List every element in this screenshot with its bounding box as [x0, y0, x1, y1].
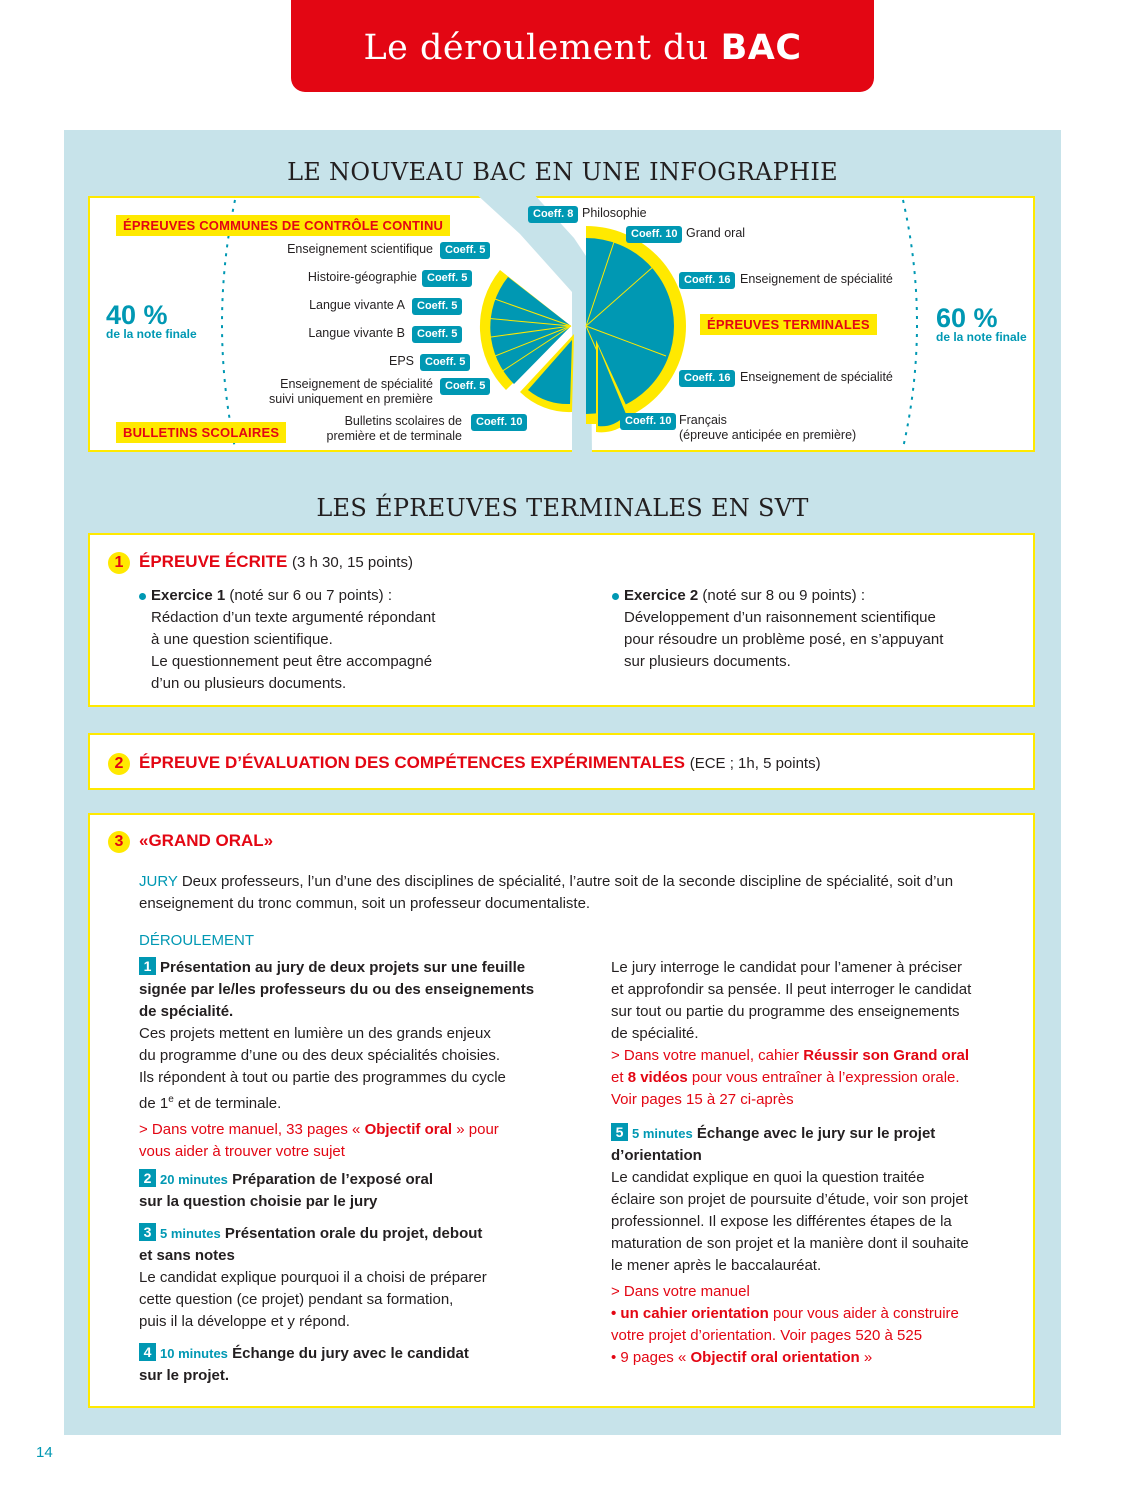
jury-label: JURY: [139, 873, 178, 890]
exercice-name: Exercice 1: [151, 587, 226, 604]
svt-section-title: LES ÉPREUVES TERMINALES EN SVT: [316, 494, 809, 522]
step-text-line: puis il la développe et y répond.: [139, 1313, 350, 1330]
exercice-line: pour résoudre un problème posé, en s’appuyant: [624, 631, 944, 648]
coeff-badge: Coeff. 10: [471, 414, 527, 431]
step-text-line: maturation de son projet et la manière dont il souhaite: [611, 1235, 969, 1252]
coeff-badge: Coeff. 5: [440, 378, 490, 395]
epreuve-title-text: ÉPREUVE D’ÉVALUATION DES COMPÉTENCES EXPÉRIMENTALES: [139, 753, 685, 772]
step-number-badge: 1: [108, 552, 130, 574]
bulletins-pie-slice: [520, 332, 580, 416]
left-item-line: suivi uniquement en première: [269, 392, 433, 406]
manual-reference: [139, 1119, 579, 1141]
coeff-badge: Coeff. 5: [420, 354, 470, 371]
exercice-line: Rédaction d’un texte argumenté répondant: [151, 609, 436, 626]
step-title-line: sur la question choisie par le jury: [139, 1193, 378, 1210]
bulletins-tag: BULLETINS SCOLAIRES: [116, 422, 286, 443]
ref-strong: • un cahier orientation: [611, 1305, 769, 1322]
ref-strong: Réussir son Grand oral: [803, 1047, 970, 1064]
step-text-line: cette question (ce projet) pendant sa formation,: [139, 1291, 454, 1308]
step-square: 3: [139, 1223, 156, 1241]
manual-reference: > Dans votre manuel: [611, 1283, 750, 1300]
epreuve-meta: (3 h 30, 15 points): [292, 554, 413, 571]
step-title-line: d’orientation: [611, 1147, 702, 1164]
ref-strong: Objectif oral orientation: [690, 1349, 860, 1366]
jury-line: enseignement du tronc commun, soit un professeur documentaliste.: [139, 895, 591, 912]
step-text-line: du programme d’une ou des deux spécialités choisies.: [139, 1047, 501, 1064]
exercice-line: sur plusieurs documents.: [624, 653, 791, 670]
step-text-line: Le jury interroge le candidat pour l’amener à préciser: [611, 959, 963, 976]
left-item-label: [327, 414, 462, 444]
exercice-line: Développement d’un raisonnement scientifique: [624, 609, 936, 626]
step-text-line: éclaire son projet de poursuite d’étude, voir son projet: [611, 1191, 968, 1208]
ref-text: pour vous entraîner à l’expression orale.: [687, 1069, 960, 1086]
manual-reference-line: votre projet d’orientation. Voir pages 520 à 525: [611, 1327, 923, 1344]
coeff-badge: Coeff. 5: [412, 298, 462, 315]
ref-text: pour vous aider à construire: [768, 1305, 959, 1322]
step-title-line: signée par le/les professeurs du ou des enseignements: [139, 981, 535, 998]
right-item-label: Philosophie: [582, 206, 647, 220]
exercice-line: d’un ou plusieurs documents.: [151, 675, 347, 692]
manual-reference-line: [611, 1067, 1021, 1089]
step-square: 5: [611, 1123, 628, 1141]
deroulement-left-column: [139, 957, 579, 1387]
coeff-badge: Coeff. 16: [679, 272, 735, 289]
coeff-badge: Coeff. 8: [528, 206, 578, 223]
step-square: 2: [139, 1169, 156, 1187]
ref-text: > Dans votre manuel, cahier: [611, 1047, 804, 1064]
coeff-badge: Coeff. 5: [412, 326, 462, 343]
left-item-line: Enseignement de spécialité: [280, 377, 433, 391]
bullet-icon: [612, 593, 619, 600]
step-title-line: Échange avec le jury sur le projet: [696, 1125, 936, 1142]
right-item-label: Grand oral: [686, 226, 746, 240]
step-text-line: Le candidat explique en quoi la question traitée: [611, 1169, 925, 1186]
right-item-label: Enseignement de spécialité: [740, 370, 893, 384]
manual-reference: [611, 1045, 1021, 1067]
exercice-1: [151, 585, 571, 695]
step-duration: 10 minutes: [160, 1346, 228, 1361]
step-text-line: professionnel. Il expose les différentes étapes de la: [611, 1213, 952, 1230]
left-item-line: Bulletins scolaires de: [344, 414, 462, 428]
step-text-line: et approfondir sa pensée. Il peut interroger le candidat: [611, 981, 972, 998]
step-title-line: Préparation de l’exposé oral: [232, 1171, 433, 1188]
page-title: [291, 0, 874, 92]
step-duration: 5 minutes: [160, 1226, 221, 1241]
epreuves-terminales-tag: ÉPREUVES TERMINALES: [700, 314, 877, 335]
epreuve-title-text: ÉPREUVE ÉCRITE: [139, 552, 288, 571]
step-square: 4: [139, 1343, 156, 1361]
left-percent: 40 %: [106, 300, 168, 330]
step-text-line: Ils répondent à tout ou partie des programmes du cycle: [139, 1069, 506, 1086]
step-title-line: sur le projet.: [139, 1367, 230, 1384]
step-square: 1: [139, 957, 156, 975]
manual-reference-line: [611, 1303, 1021, 1325]
right-dashed-arc: [895, 198, 935, 450]
jury-paragraph: [139, 871, 1019, 915]
step-text-line: Le candidat explique pourquoi il a choisi de préparer: [139, 1269, 487, 1286]
title-strong: BAC: [720, 28, 802, 68]
right-percent: 60 %: [936, 303, 998, 333]
exercice-meta: (noté sur 8 ou 9 points) :: [702, 587, 865, 604]
controle-continu-tag: ÉPREUVES COMMUNES DE CONTRÔLE CONTINU: [116, 215, 450, 236]
manual-reference-line: Voir pages 15 à 27 ci-après: [611, 1091, 794, 1108]
step-title-line: Échange du jury avec le candidat: [232, 1345, 469, 1362]
exercice-line: Le questionnement peut être accompagné: [151, 653, 433, 670]
right-item-label: [679, 413, 856, 443]
right-percent-sub: de la note finale: [936, 330, 1027, 344]
coeff-badge: Coeff. 10: [620, 413, 676, 430]
exercice-name: Exercice 2: [624, 587, 699, 604]
superscript: e: [168, 1094, 174, 1105]
left-item-label: EPS: [388, 354, 414, 368]
coeff-badge: Coeff. 5: [422, 270, 472, 287]
step-title-line: de spécialité.: [139, 1003, 234, 1020]
step-text-line: de spécialité.: [611, 1025, 699, 1042]
manual-reference-line: vous aider à trouver votre sujet: [139, 1143, 345, 1160]
ref-text: • 9 pages «: [611, 1349, 691, 1366]
left-item-label: Histoire-géographie: [307, 270, 417, 284]
bullet-icon: [139, 593, 146, 600]
step-title-line: Présentation au jury de deux projets sur une feuille: [160, 959, 526, 976]
step-text-line: sur tout ou partie du programme des enseignements: [611, 1003, 960, 1020]
infographic-title: LE NOUVEAU BAC EN UNE INFOGRAPHIE: [287, 158, 838, 186]
exercice-2: [624, 585, 1024, 673]
right-item-line: Français: [679, 413, 727, 427]
coeff-badge: Coeff. 10: [626, 226, 682, 243]
step-number-badge: 2: [108, 753, 130, 775]
right-item-label: Enseignement de spécialité: [740, 272, 893, 286]
ref-text: et: [611, 1069, 628, 1086]
left-percent-sub: de la note finale: [106, 327, 197, 341]
ref-strong: 8 vidéos: [627, 1069, 688, 1086]
ref-text: > Dans votre manuel, 33 pages «: [139, 1121, 365, 1138]
coeff-badge: Coeff. 5: [440, 242, 490, 259]
left-item-label: Enseignement scientifique: [287, 242, 433, 256]
ref-strong: Objectif oral: [364, 1121, 453, 1138]
coeff-badge: Coeff. 16: [679, 370, 735, 387]
grand-oral-title: «GRAND ORAL»: [139, 831, 274, 850]
epreuve-meta: (ECE ; 1h, 5 points): [689, 755, 821, 772]
manual-reference-line: [611, 1347, 1021, 1369]
left-item-label: [269, 377, 433, 407]
ece-title: [139, 753, 821, 773]
page-number: 14: [36, 1444, 53, 1461]
step-duration: 5 minutes: [632, 1126, 693, 1141]
epreuve-ecrite-title: [139, 552, 413, 572]
step-text-line: Ces projets mettent en lumière un des grands enjeux: [139, 1025, 491, 1042]
ref-text: »: [859, 1349, 873, 1366]
jury-line: Deux professeurs, l’un d’une des disciplines de spécialité, l’autre soit de la seconde discipline de spécialité, soit d’un: [181, 873, 954, 890]
step-text-line: [139, 1089, 579, 1115]
step-text-part: de 1: [139, 1095, 169, 1112]
title-prefix: Le déroulement du: [363, 28, 709, 68]
exercice-meta: (noté sur 6 ou 7 points) :: [229, 587, 392, 604]
step-title-line: et sans notes: [139, 1247, 235, 1264]
step-text-line: le mener après le baccalauréat.: [611, 1257, 822, 1274]
step-duration: 20 minutes: [160, 1172, 228, 1187]
left-item-line: première et de terminale: [326, 429, 462, 443]
right-item-line: (épreuve anticipée en première): [679, 428, 857, 442]
left-item-label: Langue vivante B: [308, 326, 405, 340]
step-number-badge: 3: [108, 831, 130, 853]
deroulement-label: DÉROULEMENT: [139, 932, 255, 949]
left-item-label: Langue vivante A: [309, 298, 405, 312]
step-text-part: et de terminale.: [173, 1095, 282, 1112]
step-title-line: Présentation orale du projet, debout: [224, 1225, 483, 1242]
ref-text: » pour: [452, 1121, 499, 1138]
deroulement-right-column: [611, 957, 1021, 1369]
exercice-line: à une question scientifique.: [151, 631, 333, 648]
